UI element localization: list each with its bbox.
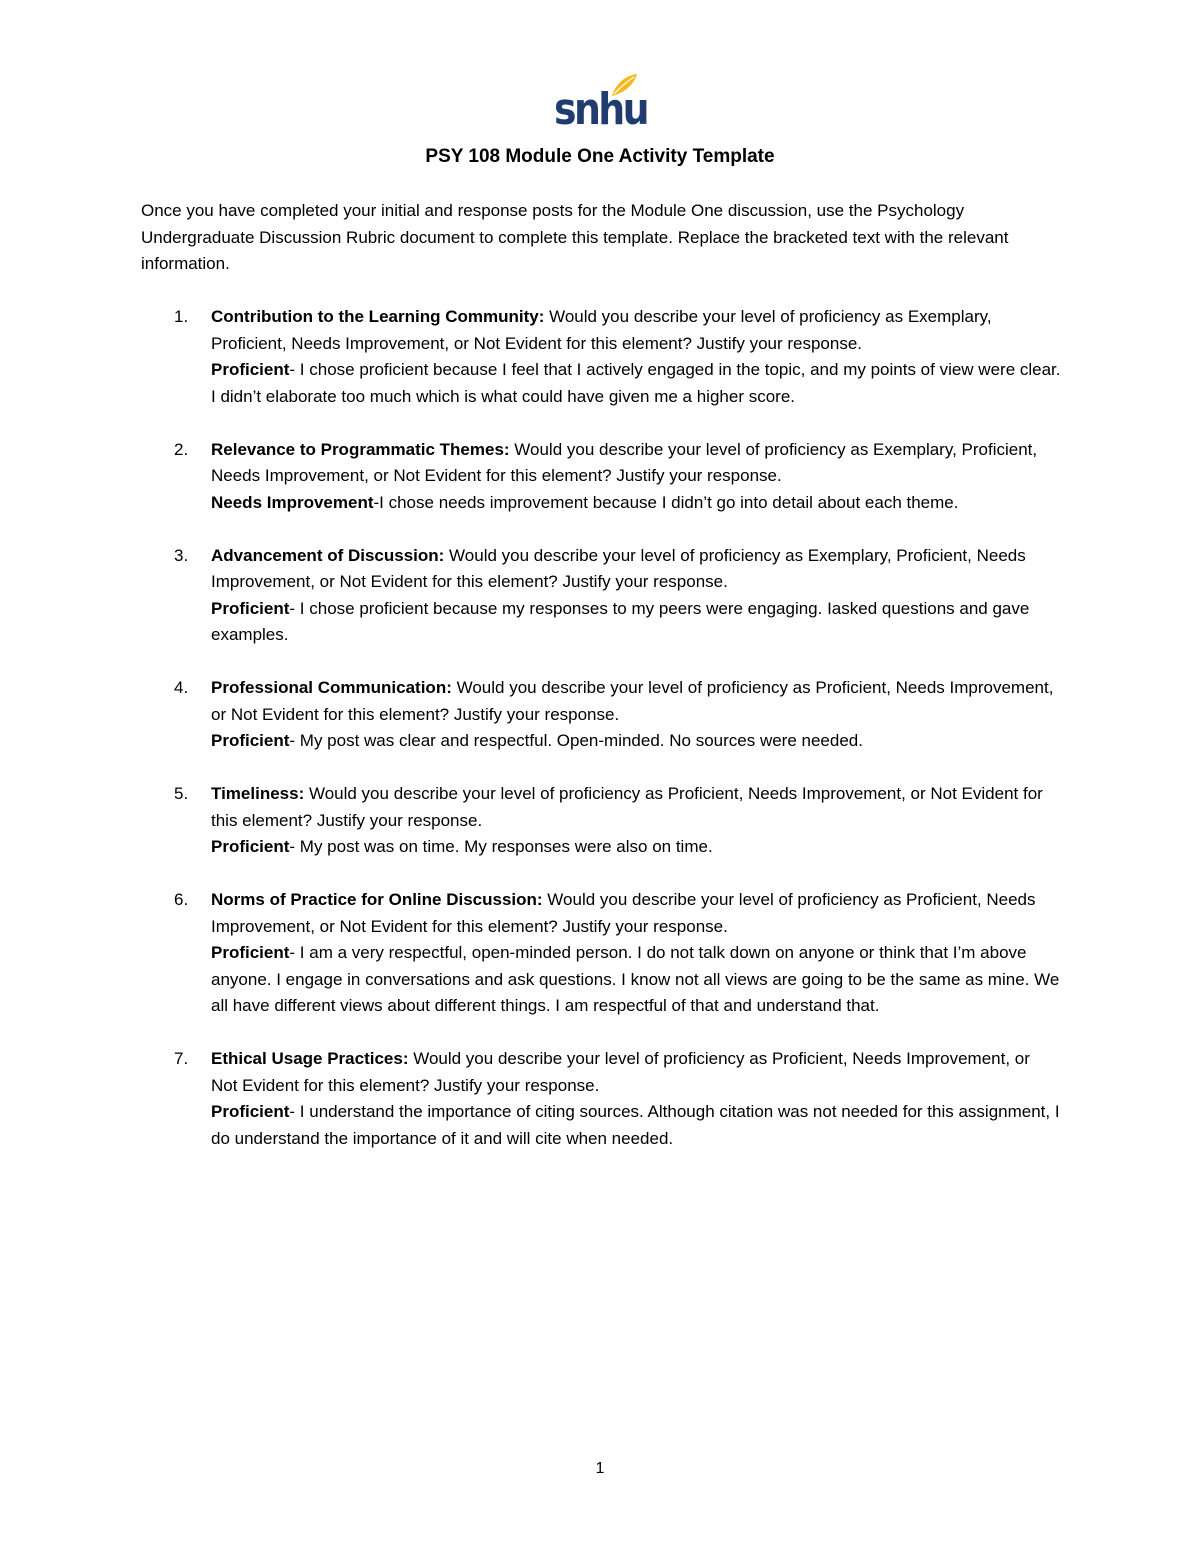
item-number: 3. (174, 545, 189, 565)
list-item (0, 437, 1200, 517)
criterion-label: Ethical Usage Practices: (211, 1049, 409, 1068)
item-body (211, 887, 1061, 1020)
item-number: 1. (174, 307, 189, 326)
criterion-question: Would you describe your level of proficiency as Exemplary, Proficient, Needs Improvement, or Not Evident for this element? Justify your response. (211, 439, 1038, 485)
answer-text: -I chose needs improvement because I didn’t go into detail about each theme. (373, 492, 959, 512)
item-number: 7. (174, 1049, 189, 1068)
item-number: 5. (174, 784, 189, 803)
answer-text: - I am a very respectful, open-minded person. I do not talk down on anyone or think that I’m above anyone. I engage in conversations and ask questions. I know not all views are going to be the same as mine. We all have different views about different things. I am respectful of that and understand that. (211, 943, 1060, 1015)
answer-rating: Proficient (211, 943, 290, 962)
answer-text: - My post was clear and respectful. Open-minded. No sources were needed. (289, 731, 863, 750)
item-number: 2. (174, 439, 189, 459)
answer-text: - I chose proficient because my responses to my peers were engaging. Iasked questions and gave examples. (211, 598, 1030, 644)
logo-text: snhu (554, 84, 648, 135)
page-number: 1 (595, 1460, 605, 1477)
list-item (0, 781, 1200, 861)
list-item (0, 675, 1200, 755)
criterion-question: Would you describe your level of proficiency as Exemplary, Proficient, Needs Improvement, or Not Evident for this element? Justify your response. (211, 545, 1026, 591)
item-number: 4. (174, 678, 189, 697)
answer-rating: Proficient (211, 598, 290, 618)
answer-rating: Proficient (211, 731, 290, 750)
item-body (211, 437, 1061, 517)
item-body (211, 1046, 1061, 1152)
item-number: 6. (174, 890, 189, 909)
rubric-list (0, 304, 1200, 1179)
list-item (0, 1046, 1200, 1152)
criterion-question: Would you describe your level of proficiency as Proficient, Needs Improvement, or Not Evident for this element? Justify your response. (211, 784, 1043, 830)
item-body (211, 675, 1061, 755)
answer-rating: Needs Improvement (211, 492, 374, 512)
answer-rating: Proficient (211, 1102, 290, 1121)
criterion-question: Would you describe your level of proficiency as Proficient, Needs Improvement, or Not Evident for this element? Justify your response. (211, 1049, 1030, 1095)
criterion-label: Timeliness: (211, 784, 305, 803)
list-item (0, 304, 1200, 410)
answer-text: - I chose proficient because I feel that I actively engaged in the topic, and my points of view were clear. I didn’t elaborate too much which is what could have given me a higher score. (211, 360, 1061, 406)
criterion-label: Advancement of Discussion: (211, 545, 445, 565)
criterion-question: Would you describe your level of proficiency as Proficient, Needs Improvement, or Not Evident for this element? Justify your response. (211, 890, 1036, 936)
list-item (0, 887, 1200, 1020)
answer-rating: Proficient (211, 837, 290, 856)
answer-rating: Proficient (211, 360, 290, 379)
criterion-label: Norms of Practice for Online Discussion: (211, 890, 543, 909)
criterion-question: Would you describe your level of proficiency as Proficient, Needs Improvement, or Not Evident for this element? Justify your response. (211, 678, 1054, 724)
list-item (0, 543, 1200, 649)
document-title: PSY 108 Module One Activity Template (425, 146, 775, 167)
snhu-logo (554, 72, 648, 135)
answer-text: - My post was on time. My responses were also on time. (289, 837, 713, 856)
item-body (211, 304, 1061, 410)
item-body (211, 543, 1061, 649)
criterion-label: Contribution to the Learning Community: (211, 307, 545, 326)
criterion-question: Would you describe your level of proficiency as Exemplary, Proficient, Needs Improvement, or Not Evident for this element? Justify your response. (211, 307, 992, 353)
criterion-label: Relevance to Programmatic Themes: (211, 439, 510, 459)
item-body (211, 781, 1061, 861)
intro-paragraph: Once you have completed your initial and response posts for the Module One discussion, use the Psychology Undergraduate Discussion Rubric document to complete this template. Replace the bracketed text with the relevant information. (141, 201, 1009, 273)
criterion-label: Professional Communication: (211, 678, 452, 697)
answer-text: - I understand the importance of citing sources. Although citation was not needed for this assignment, I do understand the importance of it and will cite when needed. (211, 1102, 1060, 1148)
